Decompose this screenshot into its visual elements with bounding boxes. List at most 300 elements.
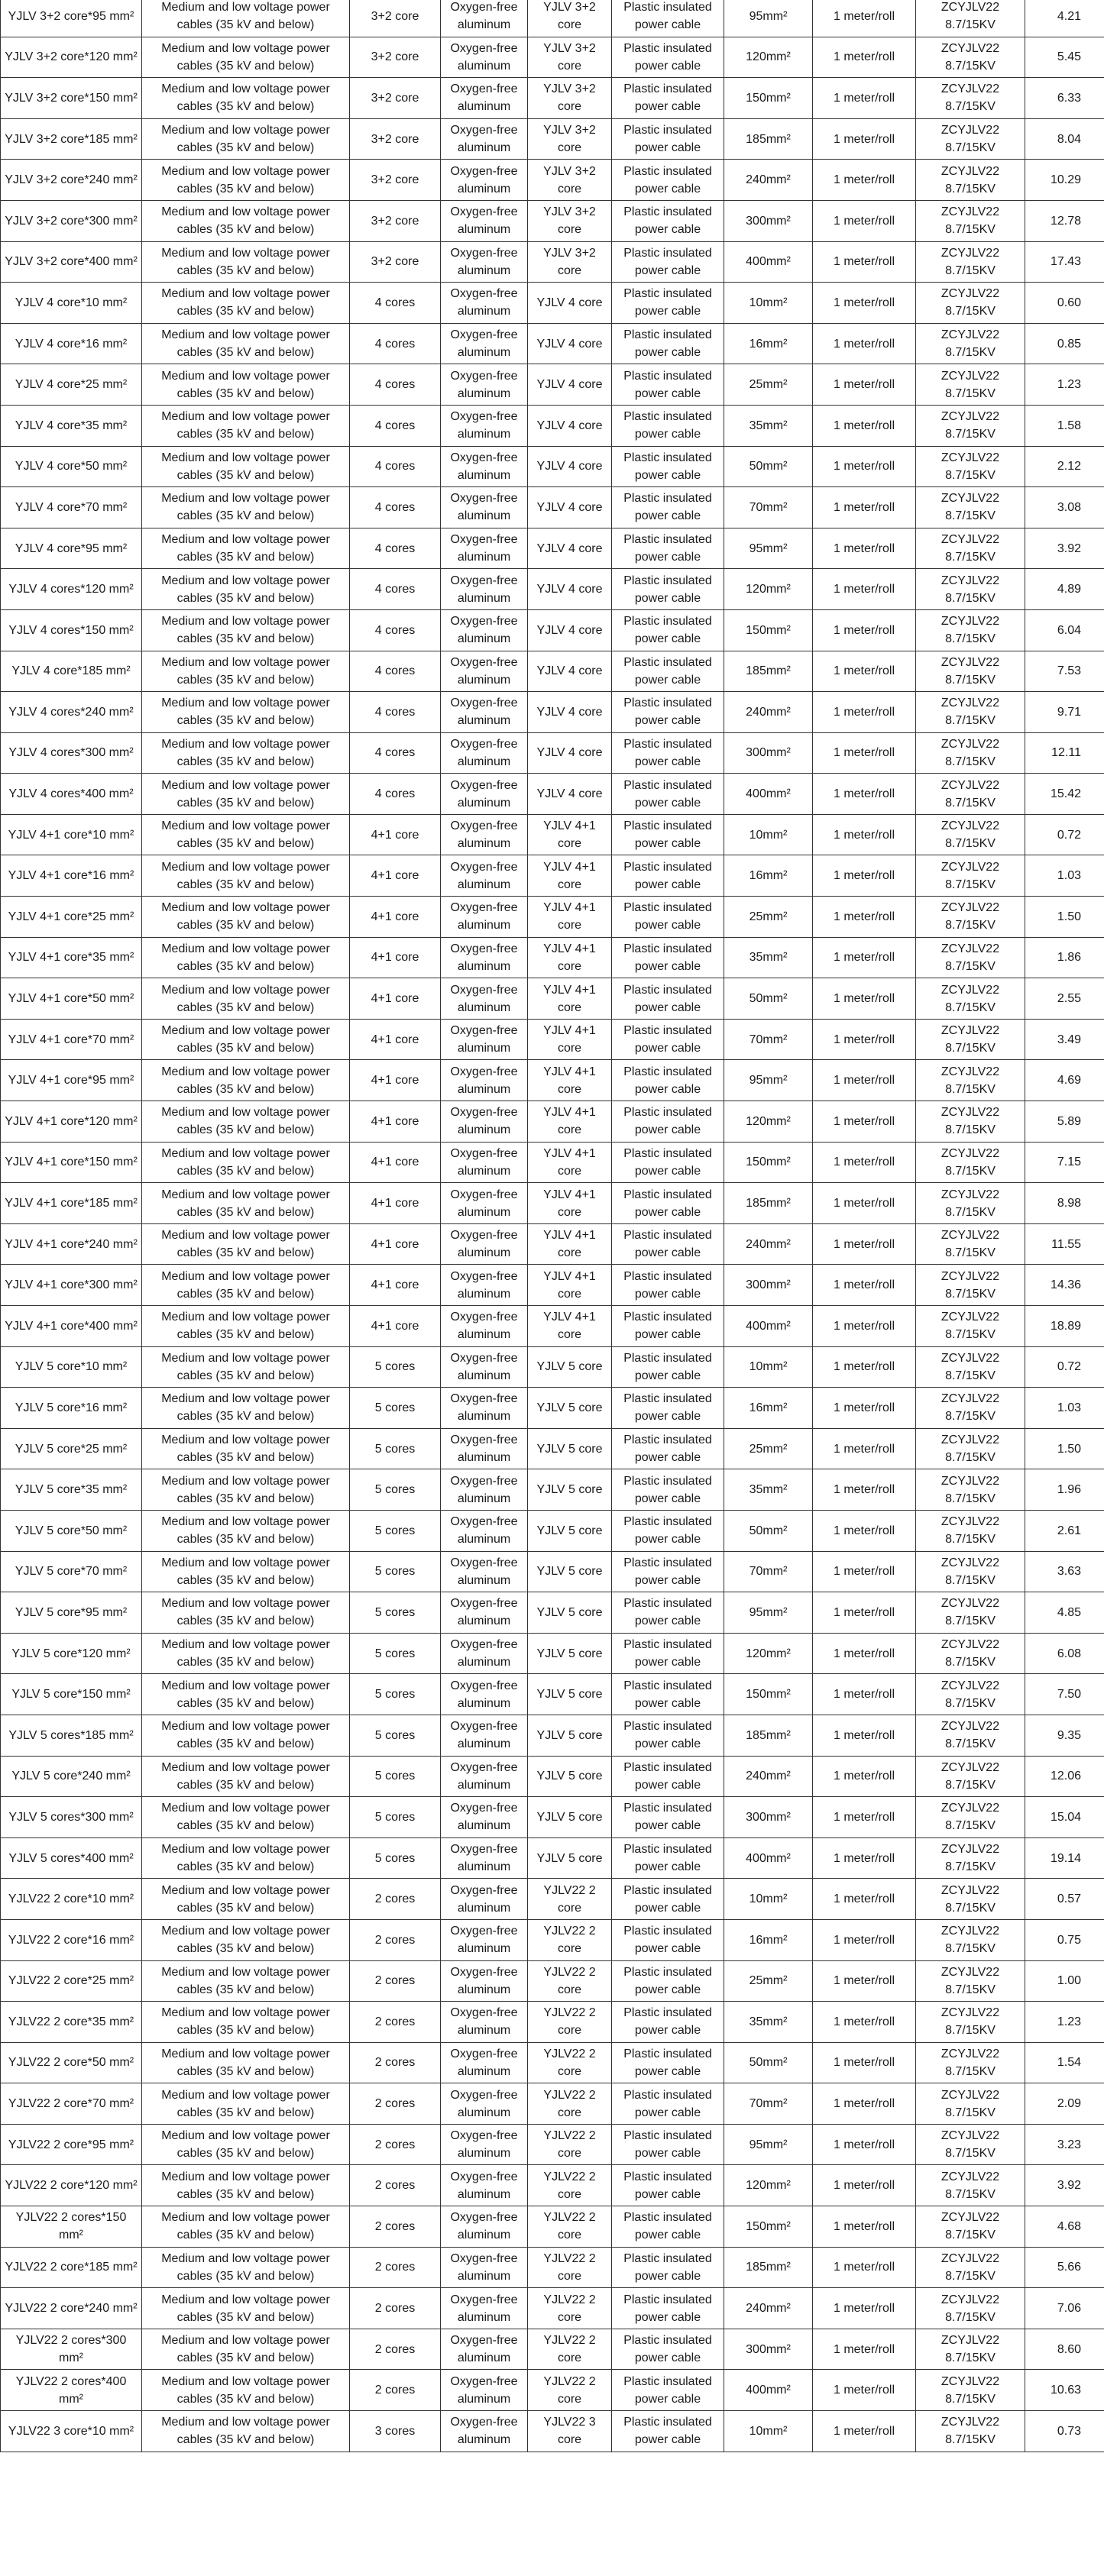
insulation-type-cell: Plastic insulated power cable (612, 1674, 724, 1715)
packing-cell: 1 meter/roll (813, 2329, 916, 2370)
cross-section-cell: 150mm² (724, 1674, 813, 1715)
product-name-cell: YJLV 4 core*35 mm² (1, 405, 142, 446)
insulation-type-cell: Plastic insulated power cable (612, 2165, 724, 2206)
standard-code-cell: ZCYJLV22 8.7/15KV (916, 364, 1025, 406)
price-cell: 1.03 (1025, 855, 1104, 897)
conductor-material-cell: Oxygen-free aluminum (441, 814, 528, 855)
product-name-cell: YJLV 4 cores*400 mm² (1, 774, 142, 815)
table-row (1, 1019, 1104, 1060)
table-row (1, 241, 1104, 283)
conductor-material-cell: Oxygen-free aluminum (441, 651, 528, 692)
packing-cell: 1 meter/roll (813, 2247, 916, 2288)
conductor-material-cell: Oxygen-free aluminum (441, 2247, 528, 2288)
packing-cell: 1 meter/roll (813, 283, 916, 324)
product-name-cell: YJLV 5 core*120 mm² (1, 1633, 142, 1674)
price-cell: 0.73 (1025, 2411, 1104, 2452)
insulation-type-cell: Plastic insulated power cable (612, 1060, 724, 1101)
table-row (1, 2206, 1104, 2248)
core-count-cell: 2 cores (350, 2370, 441, 2411)
standard-code-cell: ZCYJLV22 8.7/15KV (916, 855, 1025, 897)
table-row (1, 732, 1104, 774)
price-cell: 4.85 (1025, 1592, 1104, 1634)
insulation-type-cell: Plastic insulated power cable (612, 1960, 724, 2002)
cross-section-cell: 150mm² (724, 2206, 813, 2248)
category-cell: Medium and low voltage power cables (35 kV and below) (142, 897, 350, 938)
price-cell: 5.66 (1025, 2247, 1104, 2288)
core-count-cell: 4+1 core (350, 1101, 441, 1143)
packing-cell: 1 meter/roll (813, 364, 916, 406)
standard-code-cell: ZCYJLV22 8.7/15KV (916, 2370, 1025, 2411)
insulation-type-cell: Plastic insulated power cable (612, 2002, 724, 2043)
price-cell: 1.50 (1025, 1428, 1104, 1469)
packing-cell: 1 meter/roll (813, 405, 916, 446)
core-count-cell: 5 cores (350, 1346, 441, 1388)
insulation-type-cell: Plastic insulated power cable (612, 1551, 724, 1592)
standard-code-cell: ZCYJLV22 8.7/15KV (916, 405, 1025, 446)
standard-code-cell: ZCYJLV22 8.7/15KV (916, 2411, 1025, 2452)
cross-section-cell: 240mm² (724, 692, 813, 733)
standard-code-cell: ZCYJLV22 8.7/15KV (916, 118, 1025, 160)
packing-cell: 1 meter/roll (813, 2083, 916, 2125)
insulation-type-cell: Plastic insulated power cable (612, 446, 724, 487)
category-cell: Medium and low voltage power cables (35 kV and below) (142, 323, 350, 364)
conductor-material-cell: Oxygen-free aluminum (441, 1306, 528, 1347)
category-cell: Medium and low voltage power cables (35 kV and below) (142, 0, 350, 37)
packing-cell: 1 meter/roll (813, 2042, 916, 2083)
product-name-cell: YJLV22 2 core*185 mm² (1, 2247, 142, 2288)
conductor-material-cell: Oxygen-free aluminum (441, 1346, 528, 1388)
cross-section-cell: 150mm² (724, 609, 813, 651)
product-name-cell: YJLV 3+2 core*300 mm² (1, 200, 142, 241)
table-row (1, 2124, 1104, 2165)
table-row (1, 1469, 1104, 1511)
price-cell: 1.96 (1025, 1469, 1104, 1511)
cross-section-cell: 70mm² (724, 487, 813, 528)
packing-cell: 1 meter/roll (813, 2124, 916, 2165)
price-cell: 3.92 (1025, 528, 1104, 569)
product-name-cell: YJLV 5 core*50 mm² (1, 1510, 142, 1551)
product-name-cell: YJLV 4 cores*240 mm² (1, 692, 142, 733)
conductor-material-cell: Oxygen-free aluminum (441, 978, 528, 1020)
category-cell: Medium and low voltage power cables (35 kV and below) (142, 241, 350, 283)
standard-code-cell: ZCYJLV22 8.7/15KV (916, 487, 1025, 528)
product-name-cell: YJLV 5 core*25 mm² (1, 1428, 142, 1469)
price-cell: 6.33 (1025, 78, 1104, 119)
table-row (1, 528, 1104, 569)
standard-code-cell: ZCYJLV22 8.7/15KV (916, 897, 1025, 938)
product-name-cell: YJLV 4+1 core*95 mm² (1, 1060, 142, 1101)
cross-section-cell: 50mm² (724, 2042, 813, 2083)
conductor-material-cell: Oxygen-free aluminum (441, 0, 528, 37)
product-name-cell: YJLV22 2 core*240 mm² (1, 2288, 142, 2329)
price-cell: 8.60 (1025, 2329, 1104, 2370)
model-cell: YJLV 5 core (528, 1346, 612, 1388)
standard-code-cell: ZCYJLV22 8.7/15KV (916, 0, 1025, 37)
table-row (1, 1879, 1104, 1920)
standard-code-cell: ZCYJLV22 8.7/15KV (916, 774, 1025, 815)
model-cell: YJLV 5 core (528, 1510, 612, 1551)
standard-code-cell: ZCYJLV22 8.7/15KV (916, 1510, 1025, 1551)
price-cell: 7.15 (1025, 1142, 1104, 1183)
price-cell: 4.89 (1025, 569, 1104, 610)
core-count-cell: 5 cores (350, 1633, 441, 1674)
core-count-cell: 5 cores (350, 1551, 441, 1592)
table-row (1, 446, 1104, 487)
core-count-cell: 5 cores (350, 1592, 441, 1634)
table-row (1, 1674, 1104, 1715)
price-cell: 8.98 (1025, 1183, 1104, 1224)
model-cell: YJLV 4 core (528, 692, 612, 733)
table-row (1, 1592, 1104, 1634)
price-cell: 3.08 (1025, 487, 1104, 528)
cross-section-cell: 120mm² (724, 1101, 813, 1143)
standard-code-cell: ZCYJLV22 8.7/15KV (916, 1223, 1025, 1265)
packing-cell: 1 meter/roll (813, 1592, 916, 1634)
insulation-type-cell: Plastic insulated power cable (612, 651, 724, 692)
packing-cell: 1 meter/roll (813, 118, 916, 160)
category-cell: Medium and low voltage power cables (35 kV and below) (142, 1756, 350, 1797)
cross-section-cell: 70mm² (724, 1551, 813, 1592)
model-cell: YJLV 4 core (528, 651, 612, 692)
model-cell: YJLV22 2 core (528, 2042, 612, 2083)
core-count-cell: 2 cores (350, 2165, 441, 2206)
insulation-type-cell: Plastic insulated power cable (612, 937, 724, 978)
core-count-cell: 4 cores (350, 569, 441, 610)
standard-code-cell: ZCYJLV22 8.7/15KV (916, 1019, 1025, 1060)
product-name-cell: YJLV22 2 core*25 mm² (1, 1960, 142, 2002)
model-cell: YJLV 5 core (528, 1428, 612, 1469)
core-count-cell: 5 cores (350, 1469, 441, 1511)
product-name-cell: YJLV 4 cores*300 mm² (1, 732, 142, 774)
table-row (1, 1715, 1104, 1756)
standard-code-cell: ZCYJLV22 8.7/15KV (916, 78, 1025, 119)
cross-section-cell: 25mm² (724, 364, 813, 406)
packing-cell: 1 meter/roll (813, 1060, 916, 1101)
standard-code-cell: ZCYJLV22 8.7/15KV (916, 241, 1025, 283)
price-cell: 9.71 (1025, 692, 1104, 733)
conductor-material-cell: Oxygen-free aluminum (441, 2124, 528, 2165)
standard-code-cell: ZCYJLV22 8.7/15KV (916, 1469, 1025, 1511)
table-row (1, 937, 1104, 978)
cross-section-cell: 300mm² (724, 2329, 813, 2370)
conductor-material-cell: Oxygen-free aluminum (441, 1101, 528, 1143)
model-cell: YJLV22 2 core (528, 2329, 612, 2370)
price-cell: 1.54 (1025, 2042, 1104, 2083)
cross-section-cell: 50mm² (724, 446, 813, 487)
product-name-cell: YJLV 4+1 core*240 mm² (1, 1223, 142, 1265)
conductor-material-cell: Oxygen-free aluminum (441, 2206, 528, 2248)
packing-cell: 1 meter/roll (813, 37, 916, 78)
table-row (1, 323, 1104, 364)
product-name-cell: YJLV 5 core*150 mm² (1, 1674, 142, 1715)
conductor-material-cell: Oxygen-free aluminum (441, 283, 528, 324)
model-cell: YJLV22 2 core (528, 2002, 612, 2043)
standard-code-cell: ZCYJLV22 8.7/15KV (916, 1919, 1025, 1960)
cross-section-cell: 35mm² (724, 937, 813, 978)
cross-section-cell: 10mm² (724, 1879, 813, 1920)
standard-code-cell: ZCYJLV22 8.7/15KV (916, 2165, 1025, 2206)
packing-cell: 1 meter/roll (813, 1469, 916, 1511)
insulation-type-cell: Plastic insulated power cable (612, 1142, 724, 1183)
insulation-type-cell: Plastic insulated power cable (612, 1428, 724, 1469)
packing-cell: 1 meter/roll (813, 1142, 916, 1183)
insulation-type-cell: Plastic insulated power cable (612, 323, 724, 364)
price-cell: 12.78 (1025, 200, 1104, 241)
product-name-cell: YJLV 4 core*95 mm² (1, 528, 142, 569)
category-cell: Medium and low voltage power cables (35 kV and below) (142, 1674, 350, 1715)
conductor-material-cell: Oxygen-free aluminum (441, 2411, 528, 2452)
price-cell: 9.35 (1025, 1715, 1104, 1756)
insulation-type-cell: Plastic insulated power cable (612, 897, 724, 938)
cross-section-cell: 35mm² (724, 1469, 813, 1511)
model-cell: YJLV 3+2 core (528, 118, 612, 160)
table-row (1, 2370, 1104, 2411)
cross-section-cell: 25mm² (724, 1960, 813, 2002)
cross-section-cell: 16mm² (724, 323, 813, 364)
category-cell: Medium and low voltage power cables (35 kV and below) (142, 1142, 350, 1183)
price-cell: 2.12 (1025, 446, 1104, 487)
core-count-cell: 4+1 core (350, 1019, 441, 1060)
insulation-type-cell: Plastic insulated power cable (612, 978, 724, 1020)
standard-code-cell: ZCYJLV22 8.7/15KV (916, 160, 1025, 201)
category-cell: Medium and low voltage power cables (35 kV and below) (142, 2370, 350, 2411)
table-row (1, 2083, 1104, 2125)
conductor-material-cell: Oxygen-free aluminum (441, 732, 528, 774)
category-cell: Medium and low voltage power cables (35 kV and below) (142, 1879, 350, 1920)
core-count-cell: 3+2 core (350, 78, 441, 119)
category-cell: Medium and low voltage power cables (35 kV and below) (142, 1265, 350, 1306)
packing-cell: 1 meter/roll (813, 978, 916, 1020)
price-cell: 0.72 (1025, 814, 1104, 855)
standard-code-cell: ZCYJLV22 8.7/15KV (916, 692, 1025, 733)
packing-cell: 1 meter/roll (813, 1674, 916, 1715)
cross-section-cell: 120mm² (724, 2165, 813, 2206)
standard-code-cell: ZCYJLV22 8.7/15KV (916, 2124, 1025, 2165)
product-name-cell: YJLV 4 core*50 mm² (1, 446, 142, 487)
product-name-cell: YJLV 4+1 core*70 mm² (1, 1019, 142, 1060)
category-cell: Medium and low voltage power cables (35 kV and below) (142, 2002, 350, 2043)
category-cell: Medium and low voltage power cables (35 kV and below) (142, 528, 350, 569)
core-count-cell: 3+2 core (350, 0, 441, 37)
packing-cell: 1 meter/roll (813, 1019, 916, 1060)
insulation-type-cell: Plastic insulated power cable (612, 1633, 724, 1674)
standard-code-cell: ZCYJLV22 8.7/15KV (916, 1837, 1025, 1879)
insulation-type-cell: Plastic insulated power cable (612, 1510, 724, 1551)
category-cell: Medium and low voltage power cables (35 kV and below) (142, 283, 350, 324)
product-name-cell: YJLV 4 core*70 mm² (1, 487, 142, 528)
model-cell: YJLV 5 core (528, 1469, 612, 1511)
core-count-cell: 2 cores (350, 2083, 441, 2125)
table-row (1, 160, 1104, 201)
insulation-type-cell: Plastic insulated power cable (612, 37, 724, 78)
insulation-type-cell: Plastic insulated power cable (612, 1101, 724, 1143)
cross-section-cell: 150mm² (724, 78, 813, 119)
packing-cell: 1 meter/roll (813, 814, 916, 855)
table-row (1, 692, 1104, 733)
model-cell: YJLV 4 core (528, 774, 612, 815)
cross-section-cell: 240mm² (724, 160, 813, 201)
category-cell: Medium and low voltage power cables (35 kV and below) (142, 569, 350, 610)
standard-code-cell: ZCYJLV22 8.7/15KV (916, 937, 1025, 978)
insulation-type-cell: Plastic insulated power cable (612, 283, 724, 324)
core-count-cell: 2 cores (350, 2124, 441, 2165)
price-cell: 3.92 (1025, 2165, 1104, 2206)
packing-cell: 1 meter/roll (813, 1346, 916, 1388)
standard-code-cell: ZCYJLV22 8.7/15KV (916, 200, 1025, 241)
table-row (1, 1306, 1104, 1347)
table-row (1, 487, 1104, 528)
cross-section-cell: 10mm² (724, 283, 813, 324)
conductor-material-cell: Oxygen-free aluminum (441, 2288, 528, 2329)
model-cell: YJLV22 2 core (528, 2165, 612, 2206)
model-cell: YJLV 4 core (528, 732, 612, 774)
table-row (1, 37, 1104, 78)
cross-section-cell: 35mm² (724, 2002, 813, 2043)
conductor-material-cell: Oxygen-free aluminum (441, 323, 528, 364)
product-name-cell: YJLV 5 core*10 mm² (1, 1346, 142, 1388)
standard-code-cell: ZCYJLV22 8.7/15KV (916, 1551, 1025, 1592)
core-count-cell: 4+1 core (350, 855, 441, 897)
core-count-cell: 4+1 core (350, 1306, 441, 1347)
core-count-cell: 3+2 core (350, 118, 441, 160)
model-cell: YJLV 4+1 core (528, 1101, 612, 1143)
packing-cell: 1 meter/roll (813, 487, 916, 528)
core-count-cell: 4+1 core (350, 1060, 441, 1101)
model-cell: YJLV 4 core (528, 528, 612, 569)
model-cell: YJLV 5 core (528, 1756, 612, 1797)
packing-cell: 1 meter/roll (813, 0, 916, 37)
table-row (1, 1346, 1104, 1388)
cross-section-cell: 400mm² (724, 774, 813, 815)
price-cell: 18.89 (1025, 1306, 1104, 1347)
model-cell: YJLV 5 core (528, 1715, 612, 1756)
category-cell: Medium and low voltage power cables (35 kV and below) (142, 1960, 350, 2002)
conductor-material-cell: Oxygen-free aluminum (441, 1592, 528, 1634)
price-cell: 4.69 (1025, 1060, 1104, 1101)
table-row (1, 1797, 1104, 1838)
packing-cell: 1 meter/roll (813, 1960, 916, 2002)
product-name-cell: YJLV 4+1 core*120 mm² (1, 1101, 142, 1143)
conductor-material-cell: Oxygen-free aluminum (441, 1060, 528, 1101)
price-cell: 2.55 (1025, 978, 1104, 1020)
cross-section-cell: 240mm² (724, 2288, 813, 2329)
standard-code-cell: ZCYJLV22 8.7/15KV (916, 1346, 1025, 1388)
core-count-cell: 4 cores (350, 364, 441, 406)
product-name-cell: YJLV 5 core*95 mm² (1, 1592, 142, 1634)
category-cell: Medium and low voltage power cables (35 kV and below) (142, 2206, 350, 2248)
table-row (1, 78, 1104, 119)
conductor-material-cell: Oxygen-free aluminum (441, 1551, 528, 1592)
table-row (1, 814, 1104, 855)
conductor-material-cell: Oxygen-free aluminum (441, 364, 528, 406)
product-name-cell: YJLV 5 core*35 mm² (1, 1469, 142, 1511)
price-cell: 0.72 (1025, 1346, 1104, 1388)
cross-section-cell: 185mm² (724, 1183, 813, 1224)
model-cell: YJLV22 2 core (528, 1879, 612, 1920)
insulation-type-cell: Plastic insulated power cable (612, 1797, 724, 1838)
conductor-material-cell: Oxygen-free aluminum (441, 1879, 528, 1920)
insulation-type-cell: Plastic insulated power cable (612, 160, 724, 201)
product-name-cell: YJLV 4 cores*120 mm² (1, 569, 142, 610)
category-cell: Medium and low voltage power cables (35 kV and below) (142, 1837, 350, 1879)
conductor-material-cell: Oxygen-free aluminum (441, 2083, 528, 2125)
standard-code-cell: ZCYJLV22 8.7/15KV (916, 1674, 1025, 1715)
conductor-material-cell: Oxygen-free aluminum (441, 937, 528, 978)
table-row (1, 774, 1104, 815)
cross-section-cell: 240mm² (724, 1223, 813, 1265)
cross-section-cell: 10mm² (724, 814, 813, 855)
price-cell: 1.23 (1025, 364, 1104, 406)
model-cell: YJLV22 2 core (528, 2370, 612, 2411)
insulation-type-cell: Plastic insulated power cable (612, 1837, 724, 1879)
category-cell: Medium and low voltage power cables (35 kV and below) (142, 1183, 350, 1224)
table-row (1, 2411, 1104, 2452)
category-cell: Medium and low voltage power cables (35 kV and below) (142, 200, 350, 241)
cross-section-cell: 300mm² (724, 1797, 813, 1838)
core-count-cell: 4+1 core (350, 814, 441, 855)
insulation-type-cell: Plastic insulated power cable (612, 1223, 724, 1265)
standard-code-cell: ZCYJLV22 8.7/15KV (916, 1960, 1025, 2002)
conductor-material-cell: Oxygen-free aluminum (441, 1919, 528, 1960)
price-cell: 6.08 (1025, 1633, 1104, 1674)
table-row (1, 200, 1104, 241)
core-count-cell: 4+1 core (350, 1223, 441, 1265)
packing-cell: 1 meter/roll (813, 1551, 916, 1592)
core-count-cell: 5 cores (350, 1756, 441, 1797)
standard-code-cell: ZCYJLV22 8.7/15KV (916, 609, 1025, 651)
conductor-material-cell: Oxygen-free aluminum (441, 1797, 528, 1838)
price-cell: 1.23 (1025, 2002, 1104, 2043)
model-cell: YJLV 4+1 core (528, 897, 612, 938)
conductor-material-cell: Oxygen-free aluminum (441, 405, 528, 446)
cross-section-cell: 25mm² (724, 897, 813, 938)
category-cell: Medium and low voltage power cables (35 kV and below) (142, 1019, 350, 1060)
model-cell: YJLV 5 core (528, 1797, 612, 1838)
conductor-material-cell: Oxygen-free aluminum (441, 855, 528, 897)
category-cell: Medium and low voltage power cables (35 kV and below) (142, 405, 350, 446)
cross-section-cell: 185mm² (724, 651, 813, 692)
packing-cell: 1 meter/roll (813, 651, 916, 692)
product-name-cell: YJLV22 2 core*16 mm² (1, 1919, 142, 1960)
cross-section-cell: 16mm² (724, 1919, 813, 1960)
insulation-type-cell: Plastic insulated power cable (612, 487, 724, 528)
model-cell: YJLV22 2 core (528, 2206, 612, 2248)
table-row (1, 405, 1104, 446)
insulation-type-cell: Plastic insulated power cable (612, 1346, 724, 1388)
cross-section-cell: 400mm² (724, 1306, 813, 1347)
insulation-type-cell: Plastic insulated power cable (612, 2083, 724, 2125)
product-name-cell: YJLV22 2 core*35 mm² (1, 2002, 142, 2043)
cross-section-cell: 240mm² (724, 1756, 813, 1797)
packing-cell: 1 meter/roll (813, 732, 916, 774)
table-row (1, 651, 1104, 692)
packing-cell: 1 meter/roll (813, 1715, 916, 1756)
table-row (1, 2042, 1104, 2083)
table-row (1, 1183, 1104, 1224)
conductor-material-cell: Oxygen-free aluminum (441, 692, 528, 733)
price-cell: 7.06 (1025, 2288, 1104, 2329)
cross-section-cell: 400mm² (724, 241, 813, 283)
product-name-cell: YJLV22 2 core*120 mm² (1, 2165, 142, 2206)
conductor-material-cell: Oxygen-free aluminum (441, 118, 528, 160)
standard-code-cell: ZCYJLV22 8.7/15KV (916, 528, 1025, 569)
conductor-material-cell: Oxygen-free aluminum (441, 1633, 528, 1674)
model-cell: YJLV 4+1 core (528, 1265, 612, 1306)
product-name-cell: YJLV 4 core*16 mm² (1, 323, 142, 364)
price-cell: 1.58 (1025, 405, 1104, 446)
cross-section-cell: 70mm² (724, 2083, 813, 2125)
cross-section-cell: 50mm² (724, 1510, 813, 1551)
